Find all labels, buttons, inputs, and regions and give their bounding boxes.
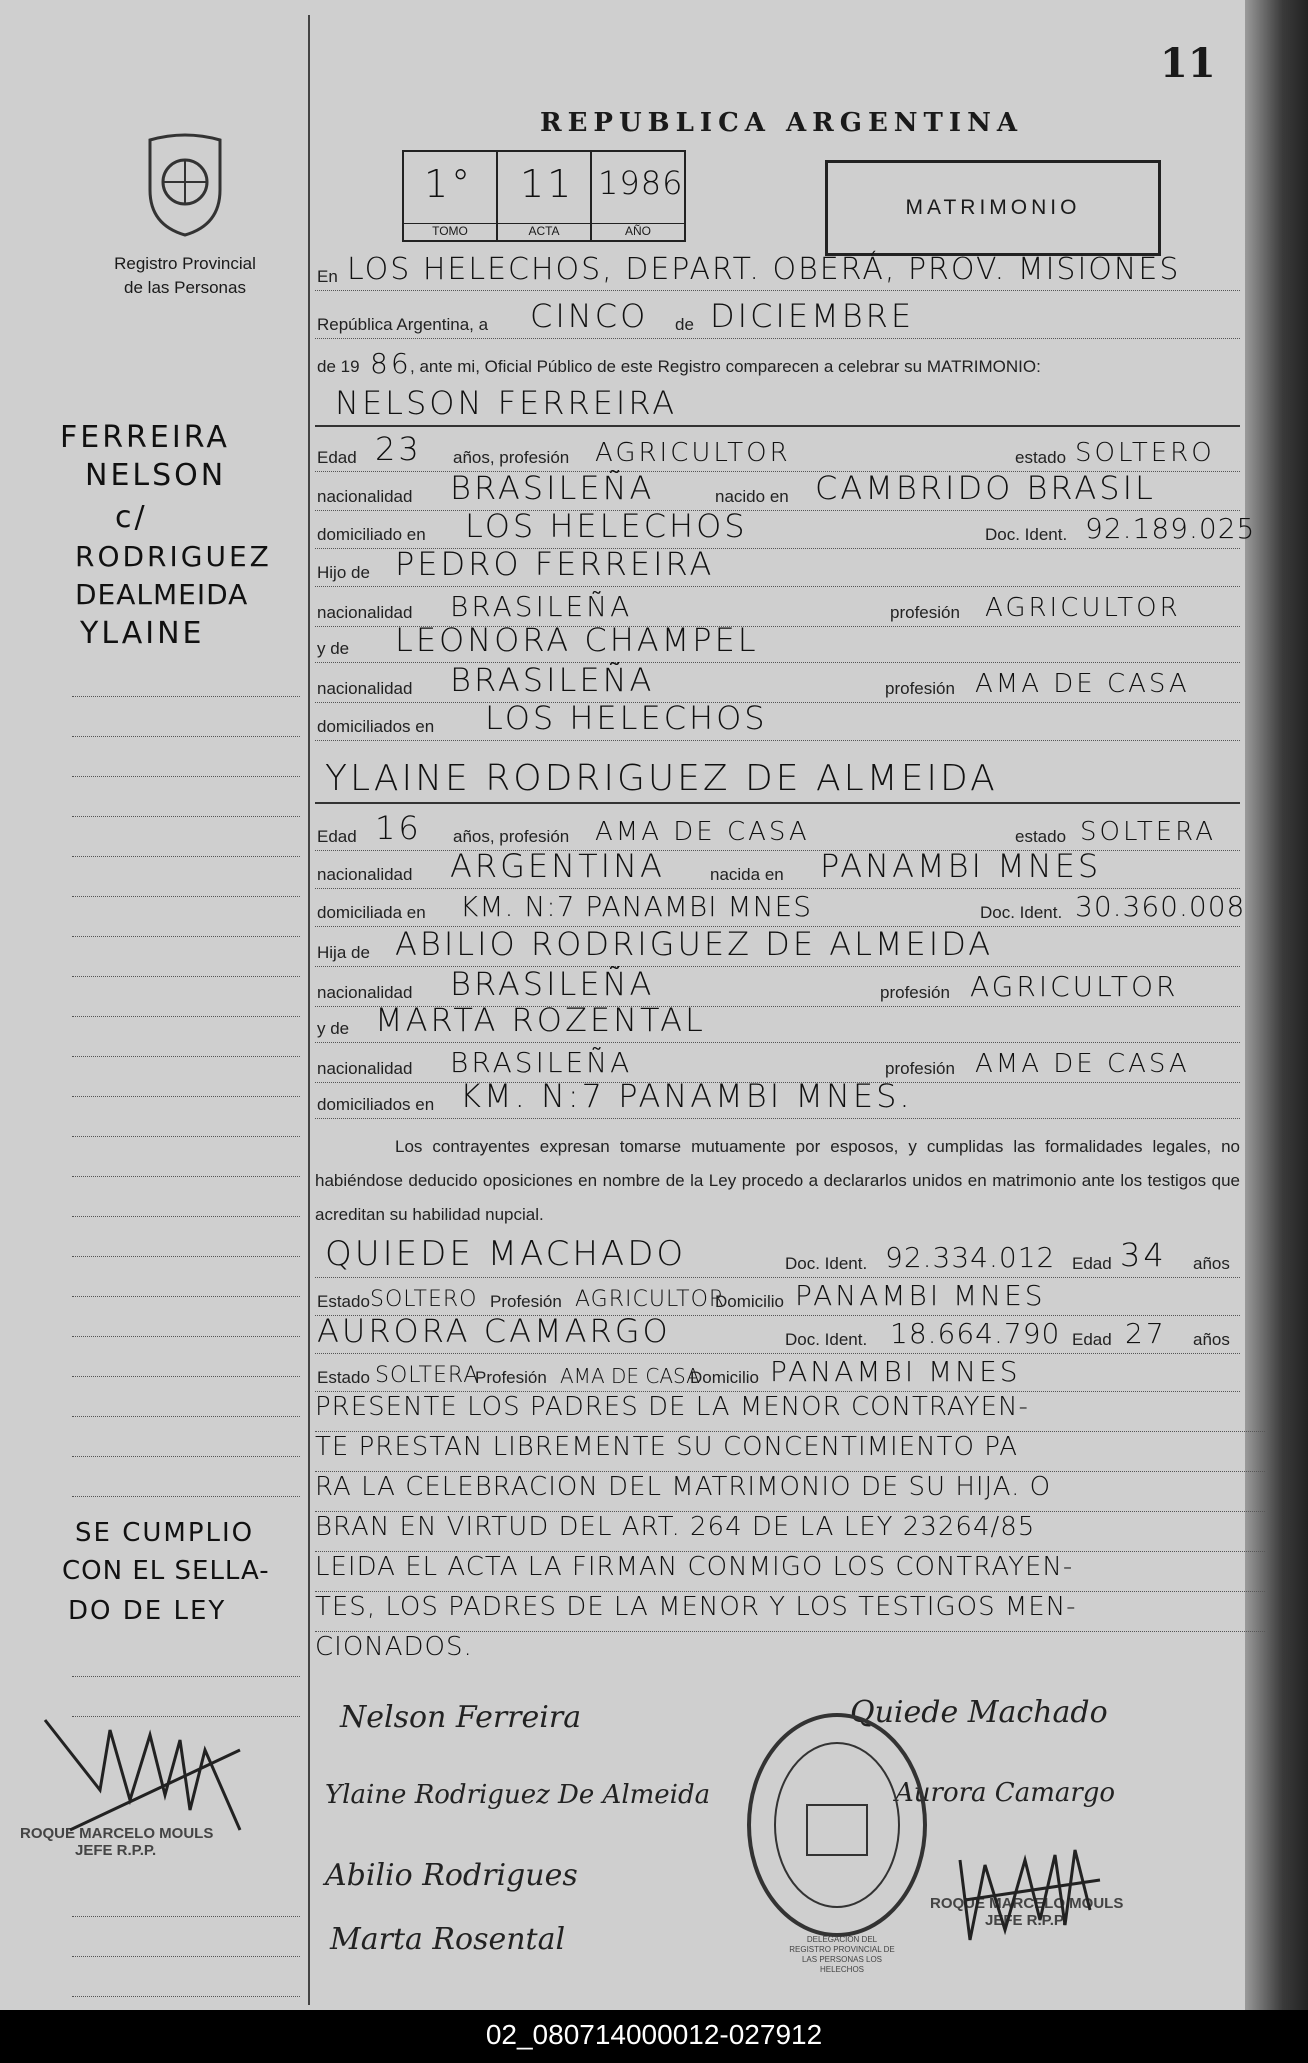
margin-name-line-6: YLAINE [80, 616, 205, 651]
witness-1-details-row: Estado SOLTERO Profesión AGRICULTOR Domicilio PANAMBI MNES [315, 1277, 1240, 1316]
book-binding [1245, 0, 1308, 2010]
witness-1-row: QUIEDE MACHADO Doc. Ident. 92.334.012 Edad 34 años [315, 1235, 1240, 1278]
margin-line [72, 1100, 300, 1137]
note-line: RA LA CELEBRACION DEL MATRIMONIO DE SU HIJA. O [315, 1472, 1265, 1512]
officer-stamp-right: ROQUE MARCELO MOULS JEFE R.P.P. [930, 1895, 1124, 1929]
margin-line [72, 860, 300, 897]
row-year: de 19 86 , ante mi, Oficial Público de este Registro comparecen a celebrar su MATRIMONIO: [317, 347, 1041, 380]
margin-line [72, 1060, 300, 1097]
note-line: BRAN EN VIRTUD DEL ART. 264 DE LA LEY 23264/85 [315, 1512, 1265, 1552]
bride-father-row: Hija de ABILIO RODRIGUEZ DE ALMEIDA [315, 928, 1240, 967]
signature-bride-mother: Marta Rosental [330, 1922, 566, 1957]
margin-name-line-3: c/ [115, 500, 148, 535]
margin-line [72, 1140, 300, 1177]
margin-line [72, 1880, 300, 1917]
registry-name: Registro Provincial de las Personas [114, 254, 256, 297]
margin-line [72, 1180, 300, 1217]
margin-line [72, 1680, 300, 1717]
page-number: 11 [1160, 40, 1216, 87]
witness-2-details-row: Estado SOLTERA Profesión AMA DE CASA Domicilio PANAMBI MNES [315, 1353, 1240, 1392]
bride-mother-nat-row: nacionalidad BRASILEÑA profesión AMA DE CASA [315, 1044, 1240, 1083]
groom-domicile-row: domiciliado en LOS HELECHOS Doc. Ident. 92.189.025 [315, 510, 1240, 549]
margin-line [72, 900, 300, 937]
margin-divider [308, 15, 310, 2005]
tomo-acta-anio-box [402, 150, 686, 242]
row-date: República Argentina, a CINCO de DICIEMBRE [315, 300, 1240, 339]
margin-line [72, 780, 300, 817]
margin-line [72, 1020, 300, 1057]
registry-emblem-icon [140, 130, 230, 240]
bride-mother-row: y de MARTA ROZENTAL [315, 1004, 1240, 1043]
groom-father-row: Hijo de PEDRO FERREIRA [315, 548, 1240, 587]
registry-seal [745, 1710, 930, 1940]
groom-age-row: Edad 23 años, profesión AGRICULTOR estado SOLTERO [315, 433, 1240, 472]
margin-line [72, 820, 300, 857]
signature-witness-2: Aurora Camargo [895, 1778, 1116, 1808]
margin-line [72, 740, 300, 777]
anio-cell: 1986 AÑO [592, 152, 684, 240]
margin-name-line-4: RODRIGUEZ [75, 540, 272, 573]
signature-witness-1: Quiede Machado [850, 1695, 1108, 1730]
witness-2-row: AURORA CAMARGO Doc. Ident. 18.664.790 Edad 27 años [315, 1315, 1240, 1354]
margin-name-line-1: FERREIRA [60, 420, 230, 455]
note-line: TES, LOS PADRES DE LA MENOR Y LOS TESTIGOS MEN- [315, 1592, 1265, 1632]
margin-line [72, 700, 300, 737]
note-line: CIONADOS. [315, 1632, 473, 1662]
margin-line [72, 1960, 300, 1997]
margin-seal-line-1: SE CUMPLIO [75, 1518, 255, 1548]
margin-line [72, 1640, 300, 1677]
margin-line [72, 940, 300, 977]
note-line: TE PRESTAN LIBREMENTE SU CONCENTIMIENTO PA [315, 1432, 1265, 1472]
margin-line [72, 980, 300, 1017]
groom-mother-nat-row: nacionalidad BRASILEÑA profesión AMA DE CASA [315, 664, 1240, 703]
note-line: PRESENTE LOS PADRES DE LA MENOR CONTRAYEN- [315, 1392, 1265, 1432]
groom-mother-row: y de LEONORA CHAMPEL [315, 624, 1240, 663]
margin-line [72, 1420, 300, 1457]
bride-domicile-row: domiciliada en KM. N:7 PANAMBI MNES Doc. Ident. 30.360.008 [315, 888, 1240, 927]
margin-seal-line-2: CON EL SELLA- [62, 1556, 270, 1586]
groom-nationality-row: nacionalidad BRASILEÑA nacido en CAMBRIDO BRASIL [315, 472, 1240, 511]
officer-signature-right [950, 1820, 1110, 1955]
signature-bride: Ylaine Rodriguez De Almeida [325, 1780, 711, 1810]
margin-line [72, 1340, 300, 1377]
bride-age-row: Edad 16 años, profesión AMA DE CASA estado SOLTERA [315, 812, 1240, 851]
margin-seal-line-3: DO DE LEY [68, 1596, 227, 1626]
margin-line [72, 1920, 300, 1957]
margin-line [72, 1300, 300, 1337]
signature-groom: Nelson Ferreira [340, 1700, 582, 1735]
margin-line [72, 1220, 300, 1257]
margin-line [72, 1460, 300, 1497]
acta-cell: 11 ACTA [498, 152, 592, 240]
groom-father-nat-row: nacionalidad BRASILEÑA profesión AGRICULTOR [315, 588, 1240, 627]
margin-line [72, 1380, 300, 1417]
footer-image-id: 02_080714000012-027912 [0, 2010, 1308, 2063]
margin-line [72, 1260, 300, 1297]
margin-name-line-5: DEALMEIDA [75, 578, 249, 611]
note-line: LEIDA EL ACTA LA FIRMAN CONMIGO LOS CONTRAYEN- [315, 1552, 1265, 1592]
margin-name-line-2: NELSON [85, 458, 227, 493]
act-type-box: MATRIMONIO [825, 160, 1161, 256]
bride-name-row: YLAINE RODRIGUEZ DE ALMEIDA [315, 750, 1240, 804]
legal-paragraph: Los contrayentes expresan tomarse mutuamente por esposos, y cumplidas las formalidades legales, no habiéndose deducido oposiciones en nombre de la Ley procedo a declararlos unidos en matrimonio ante los testigos que acreditan su habilidad nupcial. [315, 1137, 1240, 1224]
bride-nationality-row: nacionalidad ARGENTINA nacida en PANAMBI MNES [315, 850, 1240, 889]
row-place: En LOS HELECHOS, DEPART. OBERÁ, PROV. MISIONES [315, 252, 1240, 291]
tomo-cell: 1° TOMO [404, 152, 498, 240]
margin-line [72, 660, 300, 697]
groom-parents-domicile-row: domiciliados en LOS HELECHOS [315, 702, 1240, 741]
bride-father-nat-row: nacionalidad BRASILEÑA profesión AGRICULTOR [315, 968, 1240, 1007]
groom-name-row: NELSON FERREIRA [315, 380, 1240, 427]
signature-bride-father: Abilio Rodrigues [325, 1858, 578, 1893]
notes-block [315, 1392, 1265, 1671]
country-title: REPUBLICA ARGENTINA [540, 108, 1024, 138]
seal-text: DELEGACION DEL REGISTRO PROVINCIAL DE LAS PERSONAS LOS HELECHOS [789, 1935, 895, 1974]
officer-stamp-left: ROQUE MARCELO MOULS JEFE R.P.P. [20, 1825, 214, 1859]
bride-parents-domicile-row: domiciliados en KM. N:7 PANAMBI MNES. [315, 1080, 1240, 1119]
